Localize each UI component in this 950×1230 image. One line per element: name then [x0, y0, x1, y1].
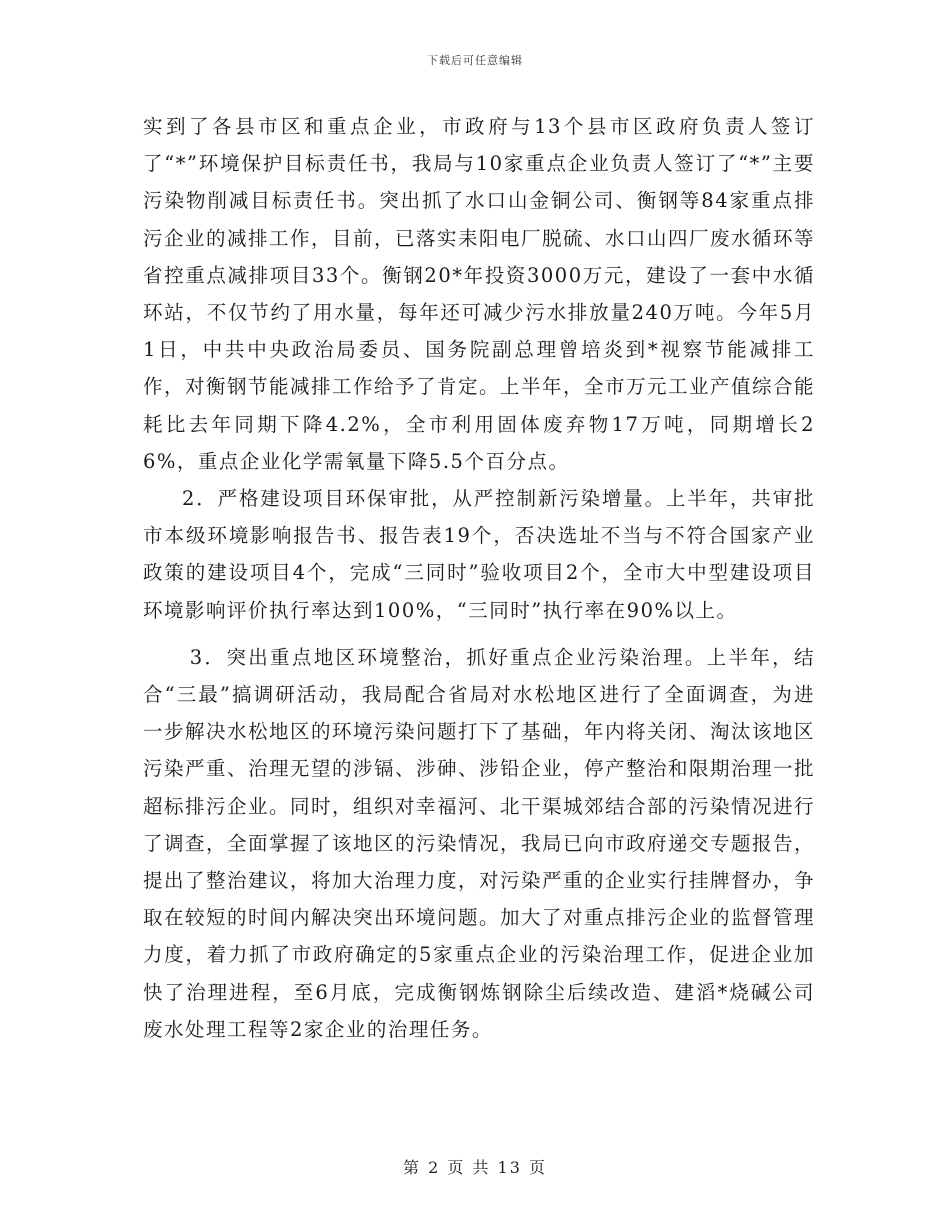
paragraph-item-3: 3．突出重点地区环境整治，抓好重点企业污染治理。上半年，结合“三最”搞调研活动，我局配合省局对水松地区进行了全面调查，为进一步解决水松地区的环境污染问题打下了基础，年内将关闭、淘汰该地区污染严重、治理无望的涉镉、涉砷、涉铅企业，停产整治和限期治理一批超标排污企业。同时，组织对幸福河、北干渠城郊结合部的污染情况进行了调查，全面掌握了该地区的污染情况，我局已向市政府递交专题报告，提出了整治建议，将加大治理力度，对污染严重的企业实行挂牌督办，争取在较短的时间内解决突出环境问题。加大了对重点排污企业的监督管理力度，着力抓了市政府确定的5家重点企业的污染治理工作，促进企业加快了治理进程，至6月底，完成衡钢炼钢除尘后续改造、建滔*烧碱公司废水处理工程等2家企业的治理任务。	[143, 645, 816, 1041]
page-footer: 第 2 页 共 13 页	[403, 1158, 547, 1177]
page-header: 下载后可任意编辑	[427, 54, 523, 67]
document-body	[143, 108, 815, 1048]
paragraph-continuation: 实到了各县市区和重点企业，市政府与13个县市区政府负责人签订了“*”环境保护目标责任书，我局与10家重点企业负责人签订了“*”主要污染物削减目标责任书。突出抓了水口山金铜公司、衡钢等84家重点排污企业的减排工作，目前，已落实耒阳电厂脱硫、水口山四厂废水循环等省控重点减排项目33个。衡钢20*年投资3000万元，建设了一套中水循环站，不仅节约了用水量，每年还可减少污水排放量240万吨。今年5月1日，中共中央政治局委员、国务院副总理曾培炎到*视察节能减排工作，对衡钢节能减排工作给予了肯定。上半年，全市万元工业产值综合能耗比去年同期下降4.2%，全市利用固体废弃物17万吨，同期增长26%，重点企业化学需氧量下降5.5个百分点。	[143, 115, 816, 473]
paragraph-item-2: 2．严格建设项目环保审批，从严控制新污染增量。上半年，共审批市本级环境影响报告书、报告表19个，否决选址不当与不符合国家产业政策的建设项目4个，完成“三同时”验收项目2个，全市大中型建设项目环境影响评价执行率达到100%，“三同时”执行率在90%以上。	[143, 487, 815, 622]
